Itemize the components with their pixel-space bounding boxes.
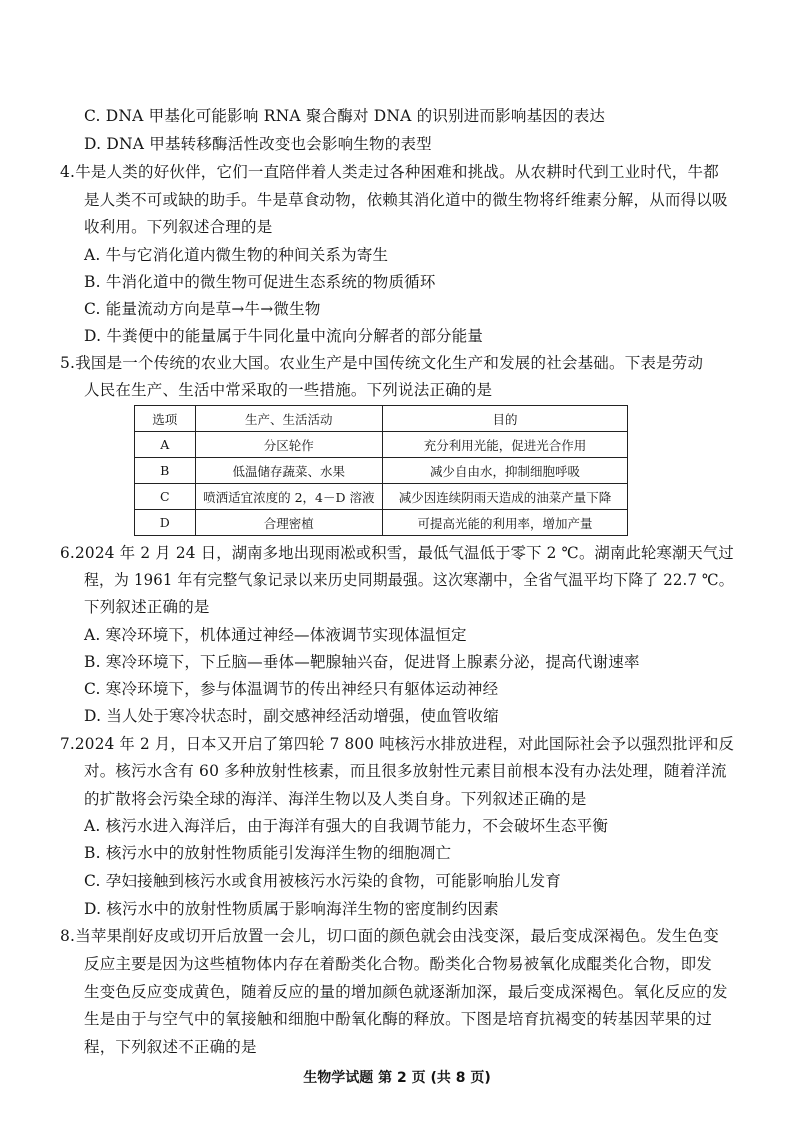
table-cell: C [135, 484, 196, 510]
question-8-line-3: 生变色反应变成黄色，随着反应的量的增加颜色就逐渐加深，最后变成深褐色。氧化反应的发 [84, 983, 728, 1001]
question-6-line-1: 6.2024 年 2 月 24 日，湖南多地出现雨凇或积雪，最低气温低于零下 2 ℃。湖南此轮寒潮天气过 [60, 544, 734, 562]
question-6-option-a: A. 寒冷环境下，机体通过神经—体液调节实现体温恒定 [84, 626, 467, 644]
question-7-option-c: C. 孕妇接触到核污水或食用被核污水污染的食物，可能影响胎儿发育 [84, 872, 562, 890]
page-footer: 生物学试题 第 2 页 (共 8 页) [303, 1070, 491, 1086]
question-8-line-4: 生是由于与空气中的氧接触和细胞中酚氧化酶的释放。下图是培育抗褐变的转基因苹果的过 [84, 1010, 713, 1028]
question-6-line-2: 程，为 1961 年有完整气象记录以来历史同期最强。这次寒潮中，全省气温平均下降了 22.7 ℃。 [84, 571, 734, 589]
question-6-option-b: B. 寒冷环境下，下丘脑—垂体—靶腺轴兴奋，促进肾上腺素分泌，提高代谢速率 [84, 653, 640, 671]
table-cell: D [135, 510, 196, 536]
question-6-option-d: D. 当人处于寒冷状态时，副交感神经活动增强，使血管收缩 [84, 707, 499, 725]
table-row [135, 484, 628, 510]
question-7-line-1: 7.2024 年 2 月，日本又开启了第四轮 7 800 吨核污水排放进程，对此国际社会予以强烈批评和反 [60, 735, 735, 753]
option-d: D. DNA 甲基转移酶活性改变也会影响生物的表型 [84, 135, 432, 153]
question-8-line-1: 8.当苹果削好皮或切开后放置一会儿，切口面的颜色就会由浅变深，最后变成深褐色。发生色变 [60, 927, 719, 945]
option-c: C. DNA 甲基化可能影响 RNA 聚合酶对 DNA 的识别进而影响基因的表达 [84, 107, 606, 125]
question-8-line-2: 反应主要是因为这些植物体内存在着酚类化合物。酚类化合物易被氧化成醌类化合物，即发 [84, 955, 713, 973]
table-cell: 减少自由水，抑制细胞呼吸 [383, 458, 628, 484]
question-4-option-c: C. 能量流动方向是草→牛→微生物 [84, 300, 321, 318]
table-cell: 喷洒适宜浓度的 2，4－D 溶液 [195, 484, 382, 510]
question-7-option-a: A. 核污水进入海洋后，由于海洋有强大的自我调节能力，不会破坏生态平衡 [84, 817, 609, 835]
question-8-line-5: 程，下列叙述不正确的是 [84, 1038, 257, 1056]
question-7-option-d: D. 核污水中的放射性物质属于影响海洋生物的密度制约因素 [84, 900, 499, 918]
table-header-purpose: 目的 [383, 406, 628, 432]
table-header-option: 选项 [135, 406, 196, 432]
question-7-option-b: B. 核污水中的放射性物质能引发海洋生物的细胞凋亡 [84, 844, 452, 862]
question-4-line-2: 是人类不可或缺的助手。牛是草食动物，依赖其消化道中的微生物将纤维素分解，从而得以吸 [84, 191, 728, 209]
question-4-option-a: A. 牛与它消化道内微生物的种间关系为寄生 [84, 246, 389, 264]
question-4-line-1: 4.牛是人类的好伙伴，它们一直陪伴着人类走过各种困难和挑战。从农耕时代到工业时代，牛都 [60, 163, 719, 181]
question-7-line-3: 的扩散将会污染全球的海洋、海洋生物以及人类自身。下列叙述正确的是 [84, 790, 587, 808]
table-header-row [135, 406, 628, 432]
question-6-line-3: 下列叙述正确的是 [84, 598, 210, 616]
question-4-line-3: 收利用。下列叙述合理的是 [84, 218, 273, 236]
measures-table [134, 405, 628, 536]
question-5-line-1: 5.我国是一个传统的农业大国。农业生产是中国传统文化生产和发展的社会基础。下表是劳动 [60, 354, 704, 372]
table-cell: 充分利用光能，促进光合作用 [383, 432, 628, 458]
table-row [135, 432, 628, 458]
table-cell: 低温储存蔬菜、水果 [195, 458, 382, 484]
table-row [135, 510, 628, 536]
table-cell: B [135, 458, 196, 484]
table-cell: 减少因连续阴雨天造成的油菜产量下降 [383, 484, 628, 510]
question-4-option-d: D. 牛粪便中的能量属于牛同化量中流向分解者的部分能量 [84, 327, 484, 345]
question-6-option-c: C. 寒冷环境下，参与体温调节的传出神经只有躯体运动神经 [84, 680, 499, 698]
question-4-option-b: B. 牛消化道中的微生物可促进生态系统的物质循环 [84, 273, 436, 291]
table-cell: 分区轮作 [195, 432, 382, 458]
table-cell: A [135, 432, 196, 458]
table-header-activity: 生产、生活活动 [195, 406, 382, 432]
question-5-line-2: 人民在生产、生活中常采取的一些措施。下列说法正确的是 [84, 381, 493, 399]
table-cell: 合理密植 [195, 510, 382, 536]
table-cell: 可提高光能的利用率，增加产量 [383, 510, 628, 536]
table-row [135, 458, 628, 484]
question-7-line-2: 对。核污水含有 60 多种放射性核素，而且很多放射性元素目前根本没有办法处理，随着洋流 [84, 762, 727, 780]
